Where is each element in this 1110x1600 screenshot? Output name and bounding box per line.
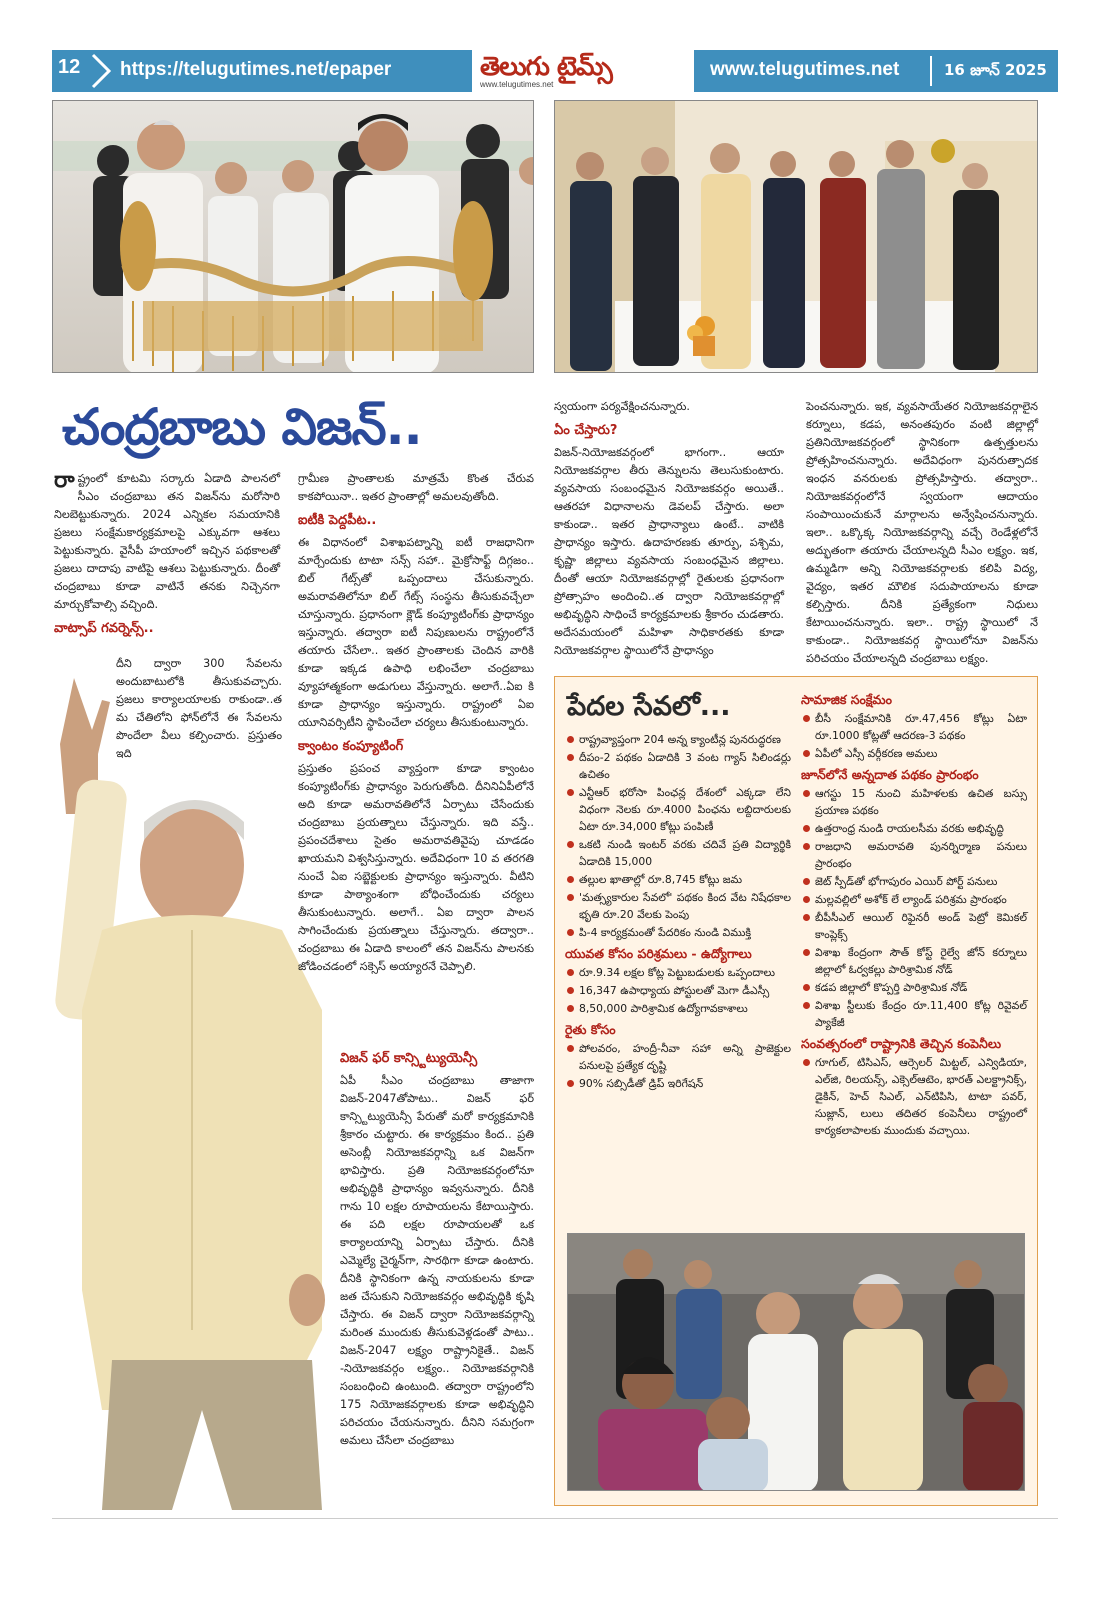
intro-text: ష్ట్రంలో కూటమి సర్కారు ఏడాది పాలనలో సీఎం చంద్రబాబు తన విజన్‌ను మరోసారి నిలబెట్టుకున్నారు. 2024 ఎన్నికల సమయానికి ప్రజలు సంక్షేమకార్యక్రమాలపై ఎక్కువగా ఆశలు పెట్టుకున్నారు. వైసీపీ హయాంలో ఇచ్చిన పథకాలతో ప్రజలు దాదాపు వాటిపై ఆశలు పెట్టుకున్నారు. దీంతో చంద్రబాబు కూడా వాటినే తనకు నిచ్చెనగా మార్చుకోవాల్సి వచ్చింది.	[54, 472, 280, 611]
list-item: విశాఖ స్టీలుకు కేంద్రం రూ.11,400 కోట్ల రివైవల్ ప్యాకేజీ	[801, 997, 1027, 1031]
list-item: కడప జిల్లాలో కొప్పర్తి పారిశ్రామిక నోడ్	[801, 979, 1027, 996]
list-item: గూగుల్, టిసిఎస్, ఆర్సెలర్ మిట్టల్, ఎన్విడియా, ఎల్‌జి, రిలయన్స్, ఎక్సెల్‌ఆటెం, భారత్ ఎలక్ట్రానిక్స్, డైకిన్, హెచ్ సిఎల్, ఎన్‌టిపిసి, టాటా పవర్, సుజ్లాన్, లులు తదితర కంపెనీలు రాష్ట్రంలో కార్యకలాపాలకు ముందుకు వచ్చాయి.	[801, 1054, 1027, 1139]
list-item: రూ.9.34 లక్షల కోట్ల పెట్టుబడులకు ఒప్పందాలు	[565, 964, 791, 981]
farmers-list	[565, 1040, 791, 1092]
telugu-times-logo[interactable]	[472, 50, 694, 92]
whatsapp-paragraph: దీని ద్వారా 300 సేవలను అందుబాటులోకి తీసుకువచ్చారు. ప్రజలు కార్యాలయాలకు రాకుండా..త మ చేతిలోని ఫోన్‌లోనే ఈ సేవలను పొందేలా వీలు కల్పించారు. ప్రస్తుతం ఇది	[116, 657, 282, 760]
list-item: ఉత్తరాంధ్ర నుండి రాయలసీమ వరకు అభివృద్ధి	[801, 820, 1027, 837]
photo-paddy-inspection-image	[53, 101, 534, 373]
list-item: తల్లుల ఖాతాల్లో రూ.8,745 కోట్లు జమ	[565, 871, 791, 888]
article-column-1	[54, 470, 280, 642]
photo-business-meeting-image	[555, 101, 1038, 373]
what-they-do-paragraph: విజన్-నియోజకవర్గంలో భాగంగా.. ఆయా నియోజకవర్గాల తీరు తెన్నులను తెలుసుకుంటారు. వ్యవసాయ సంబంధమైన నియోజకవర్గం అయితే.. ఆతరహా విధానాలను డెవలప్ చేస్తారు. అలా కాకుండా.. ఇతర ప్రాధాన్యాలు ఉంటే.. వాటికి ప్రాధాన్యం ఇస్తారు. ఉదాహరణకు తూర్పు, పశ్చిమ, కృష్ణా జిల్లాలు వ్యవసాయ సంబంధమైన జిల్లాలు. దీంతో ఆయా నియోజకవర్గాల్లో రైతులకు ప్రధానంగా ప్రోత్సాహం అందించి..త ద్వారా నియోజకవర్గాల్లో అభివృద్ధిని సాధించే కార్యక్రమాలకు శ్రీకారం చుడతారు. అదేసమయంలో మహిళా సాధికారతకు కూడా నియోజకవర్గాల స్థాయిలోనే ప్రాధాన్యం	[554, 446, 784, 657]
column4-paragraph: పెంచనున్నారు. ఇక, వ్యవసాయేతర నియోజకవర్గాలైన కర్నూలు, కడప, అనంతపురం వంటి జిల్లాల్లో ప్రతినియోజకవర్గంలో స్థానికంగా ఉత్పత్తులను ప్రోత్సహించనున్నారు. అదేవిధంగా పునరుత్పాదక ఇంధన వనరులకు ప్రోత్సహిస్తారు. తద్వారా.. నియోజకవర్గంలోనే స్వయంగా ఆదాయం సంపాయించుకునే మార్గాలను అన్వేషించనున్నారు. ఇలా.. ఒక్కొక్క నియోజకవర్గాన్ని వచ్చే రెండేళ్లలోనే అద్భుతంగా తయారు చేయాలన్నది సీఎం లక్ష్యం. ఇక, ఉమ్మడిగా అన్ని నియోజకవర్గాలకు కలిపి విద్య, వైద్యం, ఇతర మౌలిక సదుపాయాలను కూడా కల్పిస్తారు. దీనికి ప్రత్యేకంగా నిధులు కేటాయించనున్నారు. ఇలా.. రాష్ట్ర స్థాయిలో నే కాకుండా.. నియోజకవర్గ స్థాయిలోనూ విజన్‌ను పరిచయం చేయాలన్నది చంద్రబాబు లక్ష్యం.	[806, 400, 1038, 665]
photo-public-interaction	[567, 1233, 1025, 1491]
subhead-youth: యువత కోసం పరిశ్రమలు - ఉద్యోగాలు	[565, 946, 752, 961]
box-left-column	[565, 731, 791, 1093]
subhead-what-they-do: ఏం చేస్తారు?	[554, 423, 618, 438]
subhead-whatsapp-governance: వాట్సాప్ గవర్నెన్స్..	[54, 621, 154, 636]
subhead-annadata: జూన్‌లోనే అన్నదాత పథకం ప్రారంభం	[801, 767, 979, 782]
social-welfare-list	[801, 710, 1027, 762]
chevron-right-icon	[90, 53, 112, 89]
list-item: 8,50,000 పారిశ్రామిక ఉద్యోగావకాశాలు	[565, 1000, 791, 1017]
list-item: 16,347 ఉపాధ్యాయ పోస్టులతో మెగా డీఎస్సీ	[565, 982, 791, 999]
achievements-box	[554, 676, 1038, 1506]
photo-paddy-inspection	[52, 100, 534, 373]
column2-intro: గ్రామీణ ప్రాంతాలకు మాత్రమే కొంత చేరువ కాకపోయినా.. ఇతర ప్రాంతాల్లో అమలవుతోంది.	[298, 472, 534, 503]
list-item: పి-4 కార్యక్రమంతో పేదరికం నుండి విముక్తి	[565, 924, 791, 941]
page-number: 12	[58, 56, 81, 78]
article-column-1-wrap	[116, 655, 282, 765]
list-item: ఎన్టీఆర్ భరోసా పింఛన్ల దేశంలో ఎక్కడా లేని విధంగా నెలకు రూ.4000 పింఛను లబ్దిదారులకు ఏటా రూ.34,000 కోట్లు పంపిణీ	[565, 784, 791, 835]
header-divider	[930, 56, 932, 86]
list-item: పోలవరం, హంద్రీ-నీవా సహా అన్ని ప్రాజెక్టుల పనులపై ప్రత్యేక దృష్టి	[565, 1040, 791, 1074]
article-column-4	[806, 398, 1038, 670]
page-bottom-rule	[52, 1518, 1058, 1519]
list-item: 'మత్స్యకారుల సేవలో' పథకం కింద వేట నిషేధకాల భృతి రూ.20 వేలకు పెంపు	[565, 889, 791, 923]
photo-business-meeting	[554, 100, 1038, 373]
box-right-column	[801, 687, 1027, 1140]
page-headline: చంద్రబాబు విజన్..	[62, 398, 422, 456]
issue-date: 16 జూన్ 2025	[944, 61, 1047, 79]
poor-welfare-list	[565, 731, 791, 941]
development-list	[801, 785, 1027, 1031]
column3-intro: స్వయంగా పర్యవేక్షించనున్నారు.	[554, 400, 690, 413]
it-paragraph: ఈ విధానంలో విశాఖపట్నాన్ని ఐటీ రాజధానిగా మార్చేందుకు టాటా సన్స్ సహా.. మైక్రోసాఫ్ట్ దిగ్గజం.. బిల్ గేట్స్‌తో ఒప్పందాలు చేసుకున్నారు. అమరావతిలోనూ బిల్ గేట్స్ సంస్థను తీసుకువచ్చేలా చూస్తున్నారు. ప్రధానంగా క్లౌడ్ కంప్యూటింగ్‌కు ప్రాధాన్యం ఇస్తున్నారు. తద్వారా ఐటీ నిపుణులను రాష్ట్రంలోనే తయారు చేసేలా.. ఇతర ప్రాంతాలకు చెందిన వారికి కూడా ఇక్కడ ఉపాధి లభించేలా చంద్రబాబు వ్యూహాత్మకంగా అడుగులు వేస్తున్నారు. అలాగే..ఏఐ కి కూడా ప్రాధాన్యం ఇస్తున్నారు. రాష్ట్రంలో ఏఐ యూనివర్సిటీని స్థాపించేలా చర్యలు తీసుకుంటున్నారు.	[298, 536, 534, 729]
subhead-farmers: రైతు కోసం	[565, 1022, 616, 1037]
list-item: ఆగస్టు 15 నుంచి మహిళలకు ఉచిత బస్సు ప్రయాణ పథకం	[801, 785, 1027, 819]
drop-cap: రా	[54, 468, 75, 493]
list-item: 90% సబ్సిడీతో డ్రిప్ ఇరిగేషన్	[565, 1075, 791, 1092]
box-title: పేదల సేవలో...	[567, 691, 731, 722]
list-item: విశాఖ కేంద్రంగా సౌత్ కోస్ట్ రైల్వే జోన్ కర్నూలు జిల్లాలో ఓర్వకల్లు పారిశ్రామిక నోడ్	[801, 944, 1027, 978]
quantum-paragraph: ప్రస్తుతం ప్రపంచ వ్యాప్తంగా కూడా క్వాంటం కంప్యూటింగ్‌కు ప్రాధాన్యం పెరుగుతోంది. దీనినిఏపీలోనే అది కూడా అమరావతిలోనే ఏర్పాటు చేసేందుకు చంద్రబాబు ప్రయత్నాలు చేస్తున్నారు. ఇది వస్తే.. ప్రపంచదేశాలు సైతం అమరావతివైపు చూడడం ఖాయమని విశ్వసిస్తున్నారు. అదేవిధంగా 10 వ తరగతి నుంచే ఏఐ సబ్జెక్టులకు ప్రాధాన్యం ఇస్తున్నారు. వీటిని కూడా పాఠ్యాంశంగా బోధించేందుకు చర్యలు తీసుకుంటున్నారు. అలాగే.. ఏఐ ద్వారా పాలన సాగించేందుకు ప్రయత్నాలు చేస్తున్నారు. తద్వారా.. చంద్రబాబు ఈ ఏడాది కాలంలో తన విజన్‌ను పాలనకు జోడించడంలో సక్సెస్ అయ్యారనే చెప్పాలి.	[298, 762, 534, 973]
companies-list	[801, 1054, 1027, 1139]
list-item: జెట్ స్పీడ్‌తో భోగాపురం ఎయిర్ పోర్ట్ పనులు	[801, 873, 1027, 890]
article-column-2-lower	[340, 1044, 534, 1452]
intro-paragraph	[54, 470, 280, 614]
article-column-3	[554, 398, 784, 662]
vision-paragraph: ఏపీ సీఎం చంద్రబాబు తాజాగా విజన్-2047తోపాటు.. విజన్ ఫర్ కాన్స్టిట్యుయెన్సీ పేరుతో మరో కార్యక్రమానికి శ్రీకారం చుట్టారు. ఈ కార్యక్రమం కింద.. ప్రతి అసెంబ్లీ నియోజకవర్గాన్ని ఒక విజన్‌గా భావిస్తారు. ప్రతి నియోజకవర్గంలోనూ అభివృద్ధికి ప్రాధాన్యం ఇవ్వనున్నారు. దీనికి గాను 10 లక్షల రూపాయలను కేటాయిస్తారు. ఈ పది లక్షల రూపాయలతో ఒక కార్యాలయాన్ని ఏర్పాటు చేస్తారు. దీనికి ఎమ్మెల్యే చైర్మన్‌గా, సారథిగా కూడా ఉంటారు. దీనికి స్థానికంగా ఉన్న నాయకులను కూడా జత చేసుకుని నియోజకవర్గం అభివృద్ధికి కృషి చేస్తారు. ఈ విజన్ ద్వారా నియోజకవర్గాన్ని మరింత ముందుకు తీసుకువెళ్లడంతో పాటు.. విజన్-2047 లక్ష్యం రాష్ట్రానికైతే.. విజన్ -నియోజకవర్గం లక్ష్యం.. నియోజకవర్గానికి సంబంధించి ఉంటుంది. తద్వారా రాష్ట్రంలోని 175 నియోజకవర్గాలకు కూడా అభివృద్ధిని పరిచయం చేయనున్నారు. దీనిని సమగ్రంగా అమలు చేసేలా చంద్రబాబు	[340, 1074, 534, 1447]
subhead-companies: సంవత్సరంలో రాష్ట్రానికి తెచ్చిన కంపెనీలు	[801, 1036, 1002, 1051]
article-column-2	[298, 470, 534, 978]
site-link[interactable]: www.telugutimes.net	[710, 59, 900, 80]
list-item: ఒకటి నుండి ఇంటర్ వరకు చదివే ప్రతి విద్యార్థికి ఏడాదికి 15,000	[565, 836, 791, 870]
list-item: రాష్ట్రవ్యాప్తంగా 204 అన్న క్యాంటీన్ల పునరుద్ధరణ	[565, 731, 791, 748]
list-item: రాజధాని అమరావతి పునర్నిర్మాణ పనులు ప్రారంభం	[801, 838, 1027, 872]
subhead-quantum: క్వాంటం కంప్యూటింగ్	[298, 739, 404, 754]
epaper-link[interactable]: https://telugutimes.net/epaper	[120, 59, 392, 80]
list-item: దీపం-2 పథకం ఏడాదికి 3 వంట గ్యాస్ సిలిండర్లు ఉచితం	[565, 749, 791, 783]
list-item: ఏపీలో ఎస్సీ వర్గీకరణ అమలు	[801, 745, 1027, 762]
list-item: బీపీసీఎల్ ఆయిల్ రిఫైనరీ అండ్ పెట్రో కెమికల్ కాంప్లెక్స్	[801, 909, 1027, 943]
page-header	[52, 50, 1058, 92]
youth-list	[565, 964, 791, 1017]
logo-subtext: www.telugutimes.net	[480, 80, 554, 89]
subhead-vision-constituency: విజన్ ఫర్ కాన్స్టిట్యుయెన్సీ	[340, 1051, 478, 1066]
subhead-it: ఐటీకి పెద్దపీట..	[298, 513, 377, 528]
subhead-social-welfare: సామాజిక సంక్షేమం	[801, 692, 892, 707]
logo-text: తెలుగు టైమ్స్	[480, 52, 612, 82]
photo-public-interaction-image	[568, 1234, 1025, 1491]
list-item: బీసీ సంక్షేమానికి రూ.47,456 కోట్లు ఏటా రూ.1000 కోట్లతో ఆదరణ-3 పథకం	[801, 710, 1027, 744]
list-item: మల్లవల్లిలో అశోక్ లే ల్యాండ్ పరిశ్రమ ప్రారంభం	[801, 891, 1027, 908]
